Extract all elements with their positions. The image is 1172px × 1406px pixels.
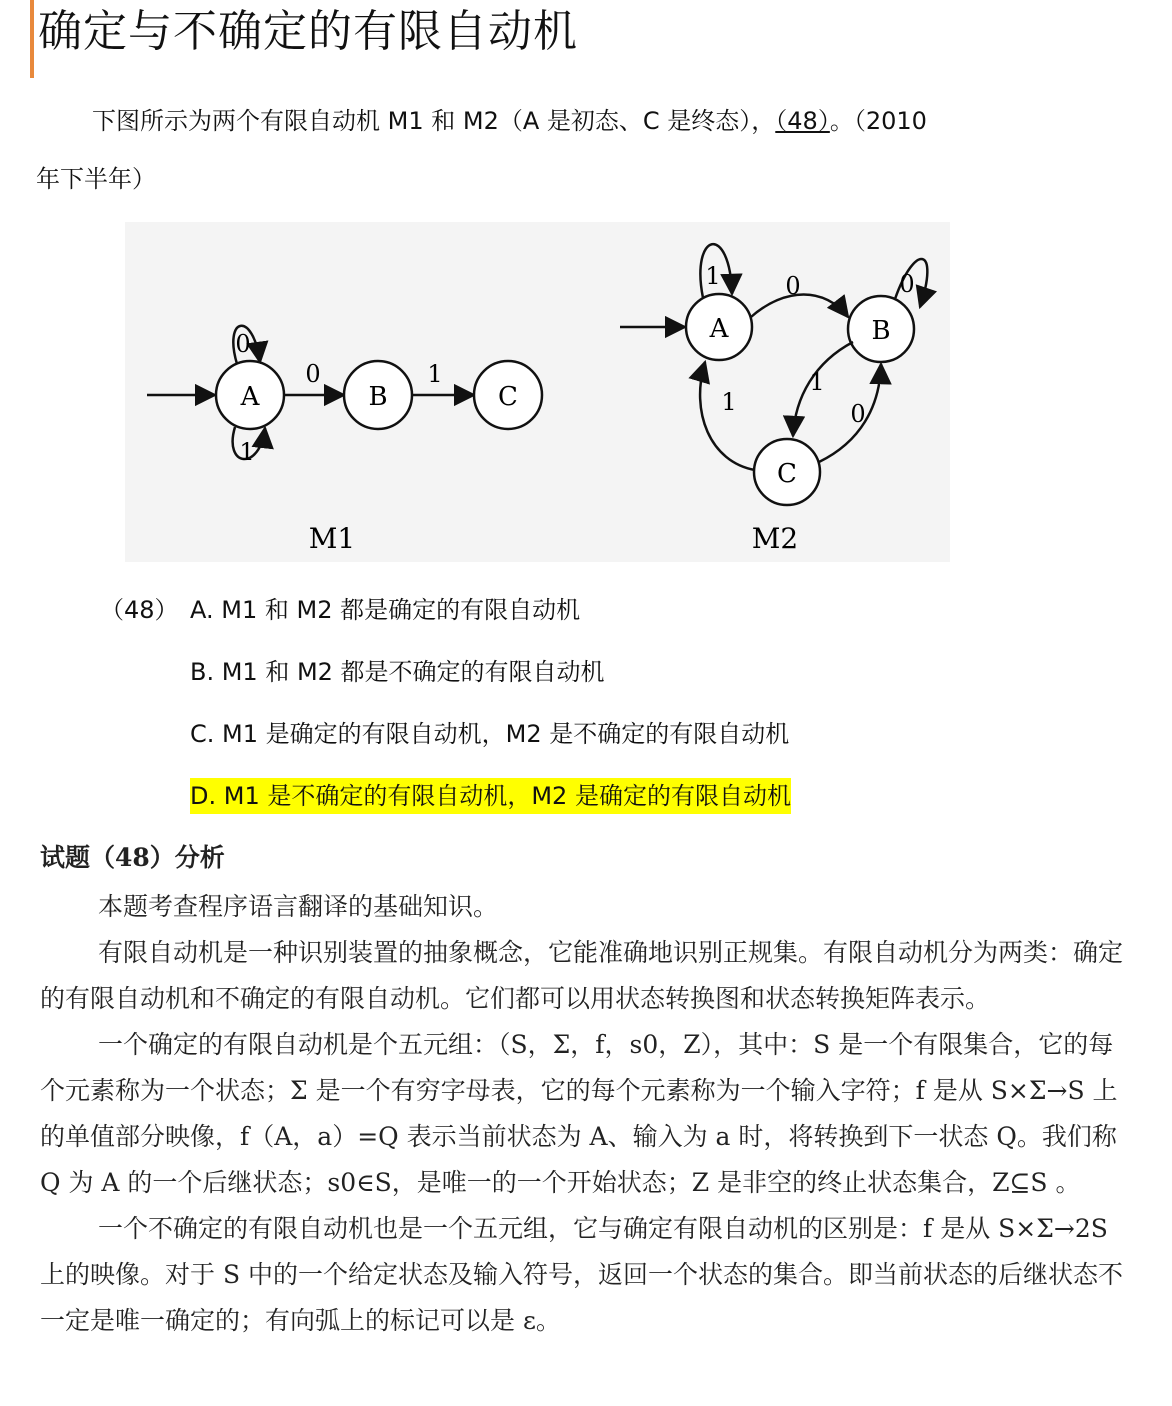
m2-caption: M2 (751, 522, 799, 555)
m2-state-a-label: A (709, 314, 729, 344)
option-d-highlighted: D. M1 是不确定的有限自动机，M2 是确定的有限自动机 (190, 778, 791, 814)
analysis-heading: 试题（48）分析 (40, 843, 225, 872)
m2-state-b-label: B (871, 316, 891, 346)
option-c: C. M1 是确定的有限自动机，M2 是不确定的有限自动机 (190, 720, 790, 748)
m1-state-b-label: B (368, 382, 388, 412)
m2-loop-b-label: 0 (899, 270, 915, 298)
analysis-paragraph-3: 一个确定的有限自动机是个五元组：（S，Σ，f，s0，Z），其中：S 是一个有限集合，它的每个元素称为一个状态；Σ 是一个有穷字母表，它的每个元素称为一个输入字符；f 是从 S×Σ→S 上的单值部分映像，f（A，a）=Q 表示当前状态为 A、输入为 a 时，将转换到下一状态 Q。我们称 Q 为 A 的一个后继状态；s0∈S，是唯一的一个开始状态；Z 是非空的终止状态集合，Z⊆S 。 (40, 1030, 1118, 1197)
option-b: B. M1 和 M2 都是不确定的有限自动机 (190, 658, 605, 686)
m1-edge-b-c-label: 1 (427, 360, 443, 388)
automata-diagram (125, 222, 950, 562)
title-accent-bar (30, 0, 34, 78)
option-a: A. M1 和 M2 都是确定的有限自动机 (190, 596, 581, 624)
question-number: （48） (100, 596, 179, 624)
question-stem: 下图所示为两个有限自动机 M1 和 M2（A 是初态、C 是终态）， (92, 107, 776, 135)
m2-edge-c-a (700, 362, 755, 470)
m1-loop-bottom-label: 1 (239, 438, 255, 466)
analysis-paragraph-2: 有限自动机是一种识别装置的抽象概念，它能准确地识别正规集。有限自动机分为两类：确定的有限自动机和不确定的有限自动机。它们都可以用状态转换图和状态转换矩阵表示。 (40, 938, 1124, 1013)
m1-state-c-label: C (498, 382, 518, 412)
m1-loop-top-label: 0 (235, 330, 251, 358)
analysis-section (40, 840, 1135, 1344)
m1-state-a-label: A (240, 382, 260, 412)
page-title: 确定与不确定的有限自动机 (38, 6, 578, 57)
question-blank: （48） (775, 107, 830, 135)
question-year: 年下半年） (36, 165, 156, 193)
m2-edge-c-a-label: 1 (721, 388, 737, 416)
automata-figure (125, 222, 950, 562)
analysis-paragraph-4: 一个不确定的有限自动机也是一个五元组，它与确定有限自动机的区别是：f 是从 S×Σ→2S 上的映像。对于 S 中的一个给定状态及输入符号，返回一个状态的集合。即当前状态的后继状态不一定是唯一确定的；有向弧上的标记可以是 ε。 (40, 1214, 1124, 1335)
question-text (36, 92, 1136, 208)
analysis-paragraph-1: 本题考查程序语言翻译的基础知识。 (98, 892, 499, 921)
m2-edge-a-b-label: 0 (785, 272, 801, 300)
m1-edge-a-b-label: 0 (305, 360, 321, 388)
question-tail: 。（2010 (829, 107, 927, 135)
m2-state-c-label: C (777, 459, 797, 489)
m2-edge-c-b-label: 0 (850, 400, 866, 428)
m1-caption: M1 (308, 522, 356, 555)
m2-edge-b-c-label: 1 (809, 368, 825, 396)
m2-loop-a-label: 1 (705, 262, 721, 290)
